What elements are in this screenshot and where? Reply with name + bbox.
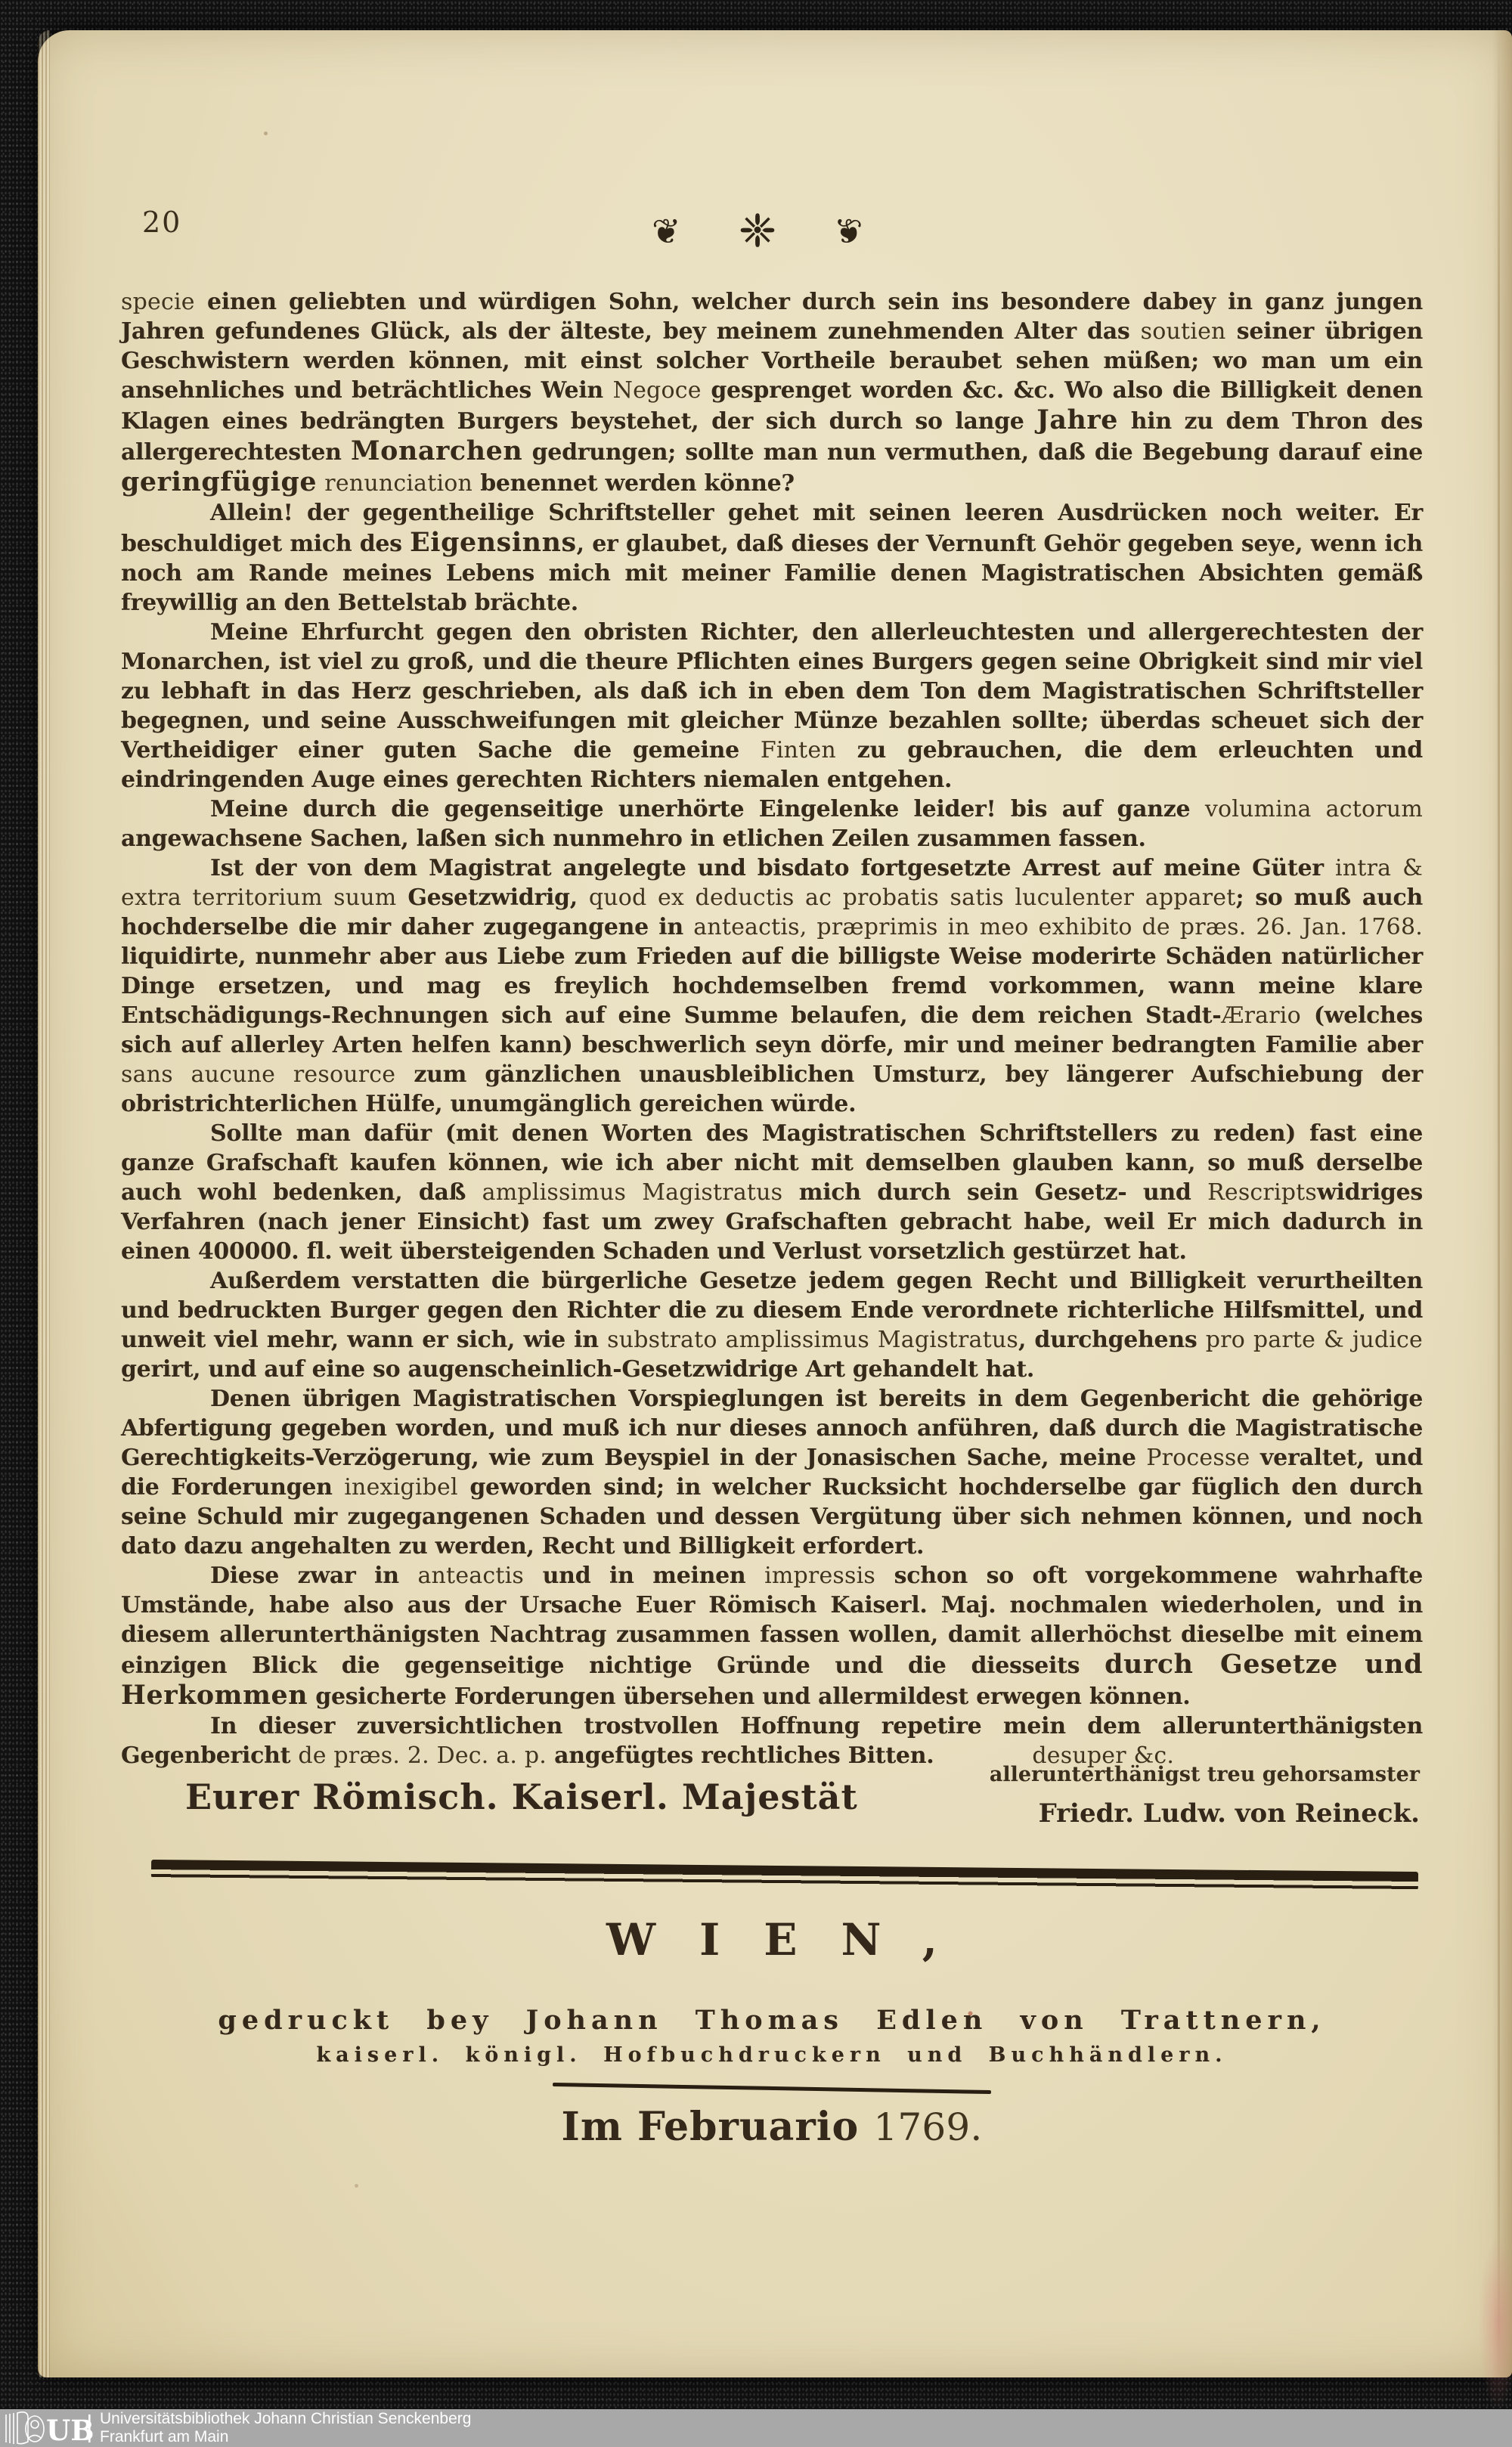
ub-logo-text: UB <box>46 2414 94 2447</box>
fraktur-text-segment: benennet werden könne? <box>472 470 795 497</box>
fraktur-text-segment: seiner übrigen Geschwistern werden können, mit einst solcher Vortheile beraubet sehen müßen; wo man um ein ansehnliches und beträchtliches Wein <box>121 318 1423 404</box>
fraktur-text-segment: einen geliebten und würdigen Sohn, welcher durch sein ins besondere dabey in ganz jungen Jahren gefundenes Glück, als der älteste, bey meinem zunehmenden Alter das <box>121 289 1423 345</box>
latin-text-segment: intra & extra territorium suum <box>121 855 1423 911</box>
imprint-block <box>121 1905 1423 2150</box>
imprint-date-line <box>121 2104 1423 2150</box>
fraktur-text-segment: mich durch sein Gesetz- und <box>782 1179 1208 1206</box>
emphasized-text-segment: durch Gesetze und Herkommen <box>121 1649 1423 1711</box>
watermark-city: Frankfurt am Main <box>100 2428 229 2445</box>
closing-signature: Friedr. Ludw. von Reineck. <box>1038 1798 1420 1829</box>
fraktur-text-segment: gerirt, und auf eine so augenscheinlich-Gesetzwidrige Art gehandelt hat. <box>121 1356 1035 1383</box>
emphasized-text-segment: geringfügige <box>121 466 318 497</box>
page-right-crease <box>1498 30 1500 2377</box>
fraktur-text-segment: Gesetzwidrig, <box>396 884 589 911</box>
paragraph <box>121 1711 1423 1770</box>
page-number: 20 <box>142 206 182 239</box>
fraktur-text-segment: Ist der von dem Magistrat angelegte und bisdato fortgesetzte Arrest auf meine Güter <box>210 855 1336 881</box>
latin-text-segment: volumina actorum <box>1204 796 1423 822</box>
fraktur-text-segment: Meine Ehrfurcht gegen den obristen Richter, den allerleuchtesten und allergerechtesten der Monarchen, ist viel zu groß, und die theure Pflichten eines Burgers gegen seine Obrigkeit sind mir viel zu lebhaft in das Herz geschrieben, als daß ich in eben dem Ton dem Magistratischen Schriftsteller begegnen, und seine Ausschweifungen mit gleicher Münze bezahlen sollte; überdas scheuet sich der Vertheidiger einer guten Sache die gemeine <box>121 619 1423 764</box>
latin-text-segment: substrato amplissimus Magistratus <box>607 1327 1018 1353</box>
ub-logo <box>3 2409 95 2447</box>
fraktur-text-segment: Außerdem verstatten die bürgerliche Gesetze jedem gegen Recht und Billigkeit verurtheilten und bedruckten Burger gegen den Richter die zu diesem Ende verordnete richterliche Hilfsmittel, und unweit viel mehr, wann er sich, wie in <box>121 1268 1423 1353</box>
imprint-date-year: 1769. <box>873 2105 983 2149</box>
book-page-icon <box>17 2412 28 2444</box>
closing-block <box>121 1763 1423 1829</box>
latin-text-segment: quod ex deductis ac probatis satis luculenter apparet <box>588 884 1236 911</box>
latin-text-segment: Processe <box>1146 1445 1250 1471</box>
fraktur-text-segment: In dieser zuversichtlichen trostvollen Hoffnung repetire mein dem allerunterthänigsten Gegenbericht <box>121 1713 1423 1769</box>
foxing-specks <box>38 30 40 33</box>
latin-text-segment: anteactis <box>417 1563 525 1589</box>
latin-text-segment: desuper &c. <box>1032 1742 1175 1769</box>
fraktur-text-segment: , durchgehens <box>1018 1327 1206 1353</box>
watermark-institution: Universitätsbibliothek Johann Christian Senckenberg <box>100 2410 472 2427</box>
latin-text-segment: impressis <box>764 1563 876 1589</box>
paragraph <box>121 853 1423 1119</box>
fraktur-text-segment: ; so muß auch hochderselbe die mir daher zugegangene in <box>121 884 1423 940</box>
ornament-center-icon: ❈ <box>738 204 777 258</box>
latin-text-segment: inexigibel <box>344 1474 458 1501</box>
latin-text-segment: Finten <box>760 737 836 764</box>
fraktur-text-segment: Denen übrigen Magistratischen Vorspieglungen ist bereits in dem Gegenbericht die gehörige Abfertigung gegeben worden, und muß ich nur dieses annoch anführen, daß durch die Magistratische Gerechtigkeits-Verzögerung, wie zum Beyspiel in der Jonasischen Sache, meine <box>121 1386 1423 1471</box>
double-rule-divider <box>151 1860 1418 1890</box>
fraktur-text-segment: hin zu dem Thron des allergerechtesten <box>121 408 1423 466</box>
fraktur-text-segment: widriges Verfahren (nach jener Einsicht) fast um zwey Grafschaften gebracht habe, weil Er mich dadurch in einen 400000. fl. weit übersteigenden Schaden und Verlust vorsetzlich gestürzet hat. <box>121 1179 1423 1265</box>
imprint-printer-title-line: kaiserl. königl. Hofbuchdruckern und Buchhändlern. <box>316 2043 1228 2067</box>
fraktur-text-segment: zum gänzlichen unausbleiblichen Umsturz, bey längerer Aufschiebung der obristrichterlichen Hülfe, unumgänglich gereichen würde. <box>121 1061 1423 1117</box>
page-right-shading <box>1492 30 1512 2377</box>
fraktur-text-segment: gesprenget worden &c. &c. Wo also die Billigkeit denen Klagen eines bedrängten Burgers beystehet, der sich durch so lange <box>121 377 1423 435</box>
emphasized-text-segment: Monarchen <box>351 435 523 466</box>
latin-text-segment: de præs. 2. Dec. a. p. <box>298 1742 547 1769</box>
fraktur-text-segment: zu gebrauchen, die dem erleuchten und eindringenden Auge eines gerechten Richters niemalen entgehen. <box>121 737 1423 793</box>
fraktur-text-segment: gesicherte Forderungen übersehen und allermildest erwegen können. <box>308 1683 1191 1710</box>
closing-subscription: allerunterthänigst treu gehorsamster <box>989 1763 1420 1786</box>
latin-text-segment: sans aucune resource <box>121 1061 396 1088</box>
fraktur-text-segment: (welches sich auf allerley Arten helfen kann) beschwerlich seyn dörfe, mir und meiner bedrangten Familie aber <box>121 1002 1423 1058</box>
ornament-flourish-right-icon: ❦ <box>834 210 863 252</box>
fraktur-text-segment: Sollte man dafür (mit denen Worten des Magistratischen Schriftstellers zu reden) fast eine ganze Grafschaft kaufen können, wie ich aber nicht mit demselben glauben kann, so muß derselbe auch wohl bedenken, daß <box>121 1120 1423 1206</box>
imprint-short-rule <box>553 2083 991 2094</box>
latin-text-segment: soutien <box>1140 318 1226 345</box>
latin-text-segment: Negoce <box>612 377 702 404</box>
paragraph <box>121 1384 1423 1561</box>
paragraph <box>121 1266 1423 1384</box>
latin-text-segment: renunciation <box>324 470 473 497</box>
page-stack-edge <box>38 30 50 2377</box>
fraktur-text-segment: Meine durch die gegenseitige unerhörte Eingelenke leider! bis auf ganze <box>210 796 1205 822</box>
page-header <box>121 195 1423 267</box>
fraktur-text-segment: Allein! der gegentheilige Schriftsteller gehet mit seinen leeren Ausdrücken noch weiter. Er beschuldiget mich des <box>121 500 1423 557</box>
fraktur-text-segment: schon so oft vorgekommene wahrhafte Umstände, habe also aus der Ursache Euer Römisch Kaiserl. Maj. nochmalen wiederholen, und in diesem allerunterthänigsten Nachtrag zusammen fassen wollen, damit allerhöchst dieselbe mit einem einzigen Blick die gegenseitige nichtige Gründe und die diesseits <box>121 1563 1423 1679</box>
paragraph <box>121 1119 1423 1266</box>
latin-text-segment: amplissimus Magistratus <box>482 1179 783 1206</box>
latin-text-segment: Rescripts <box>1207 1179 1318 1206</box>
signature-block <box>990 1763 1420 1829</box>
latin-text-segment: specie <box>121 289 195 315</box>
paragraph <box>121 287 1423 498</box>
paragraph <box>121 1561 1423 1711</box>
paragraph <box>121 795 1423 853</box>
book-page <box>38 30 1512 2377</box>
fraktur-text-segment: , er glaubet, daß dieses der Vernunft Gehör gegeben seye, wenn ich noch am Rande meines Lebens mich mit meiner Familie denen Magistratischen Absichten gemäß freywillig an den Bettelstab brächte. <box>121 531 1424 616</box>
paragraph <box>121 498 1423 618</box>
library-watermark-bar <box>0 2409 1512 2447</box>
fraktur-text-segment: gedrungen; sollte man nun vermuthen, daß die Begebung darauf eine <box>522 439 1423 466</box>
imprint-city: WIEN, <box>606 1914 981 1965</box>
watermark-text <box>100 2410 471 2446</box>
imprint-date-label: Im Februario <box>561 2104 874 2150</box>
pink-stain <box>1479 2238 1512 2411</box>
ornament-flourish-left-icon: ❦ <box>652 210 681 252</box>
imprint-printer-line: gedruckt bey Johann Thomas Edlen von Trattnern, <box>218 2005 1326 2036</box>
body-text <box>121 287 1423 1770</box>
fraktur-text-segment: und in meinen <box>524 1563 765 1589</box>
latin-text-segment: Ærario <box>1221 1002 1301 1029</box>
fraktur-text-segment: veraltet, und die Forderungen <box>121 1445 1423 1501</box>
fraktur-text-segment <box>317 470 324 497</box>
emphasized-text-segment: Jahre <box>1036 404 1119 435</box>
fraktur-text-segment: angewachsene Sachen, laßen sich nunmehro in etlichen Zeilen zusammen fassen. <box>121 825 1146 852</box>
closing-salutation: Eurer Römisch. Kaiserl. Majestät <box>185 1776 858 1817</box>
fraktur-text-segment: liquidirte, nunmehr aber aus Liebe zum Frieden auf die billigste Weise moderirte Schäden natürlicher Dinge ersetzen, und mag es freylich hochdemselben fremd vorkommen, wann meine klare Entschädigungs-Rechnungen sich auf eine Summe belaufen, die dem reichen Stadt- <box>121 943 1423 1029</box>
latin-text-segment: anteactis, præprimis in meo exhibito de præs. 26. Jan. 1768. <box>693 914 1423 940</box>
header-ornament <box>652 195 863 267</box>
fraktur-text-segment: Diese zwar in <box>210 1563 418 1589</box>
emphasized-text-segment: Eigensinns <box>410 527 577 558</box>
latin-text-segment: pro parte & judice <box>1205 1327 1423 1353</box>
paragraph <box>121 618 1423 795</box>
fraktur-text-segment: angefügtes rechtliches Bitten. <box>546 1742 934 1769</box>
fraktur-text-segment: geworden sind; in welcher Rucksicht hochderselbe gar füglich den durch seine Schuld mir zugegangenen Schaden und dessen Vergütung über sich nehmen können, und noch dato dazu angehalten zu werden, Recht und Billigkeit erfordert. <box>121 1474 1423 1560</box>
